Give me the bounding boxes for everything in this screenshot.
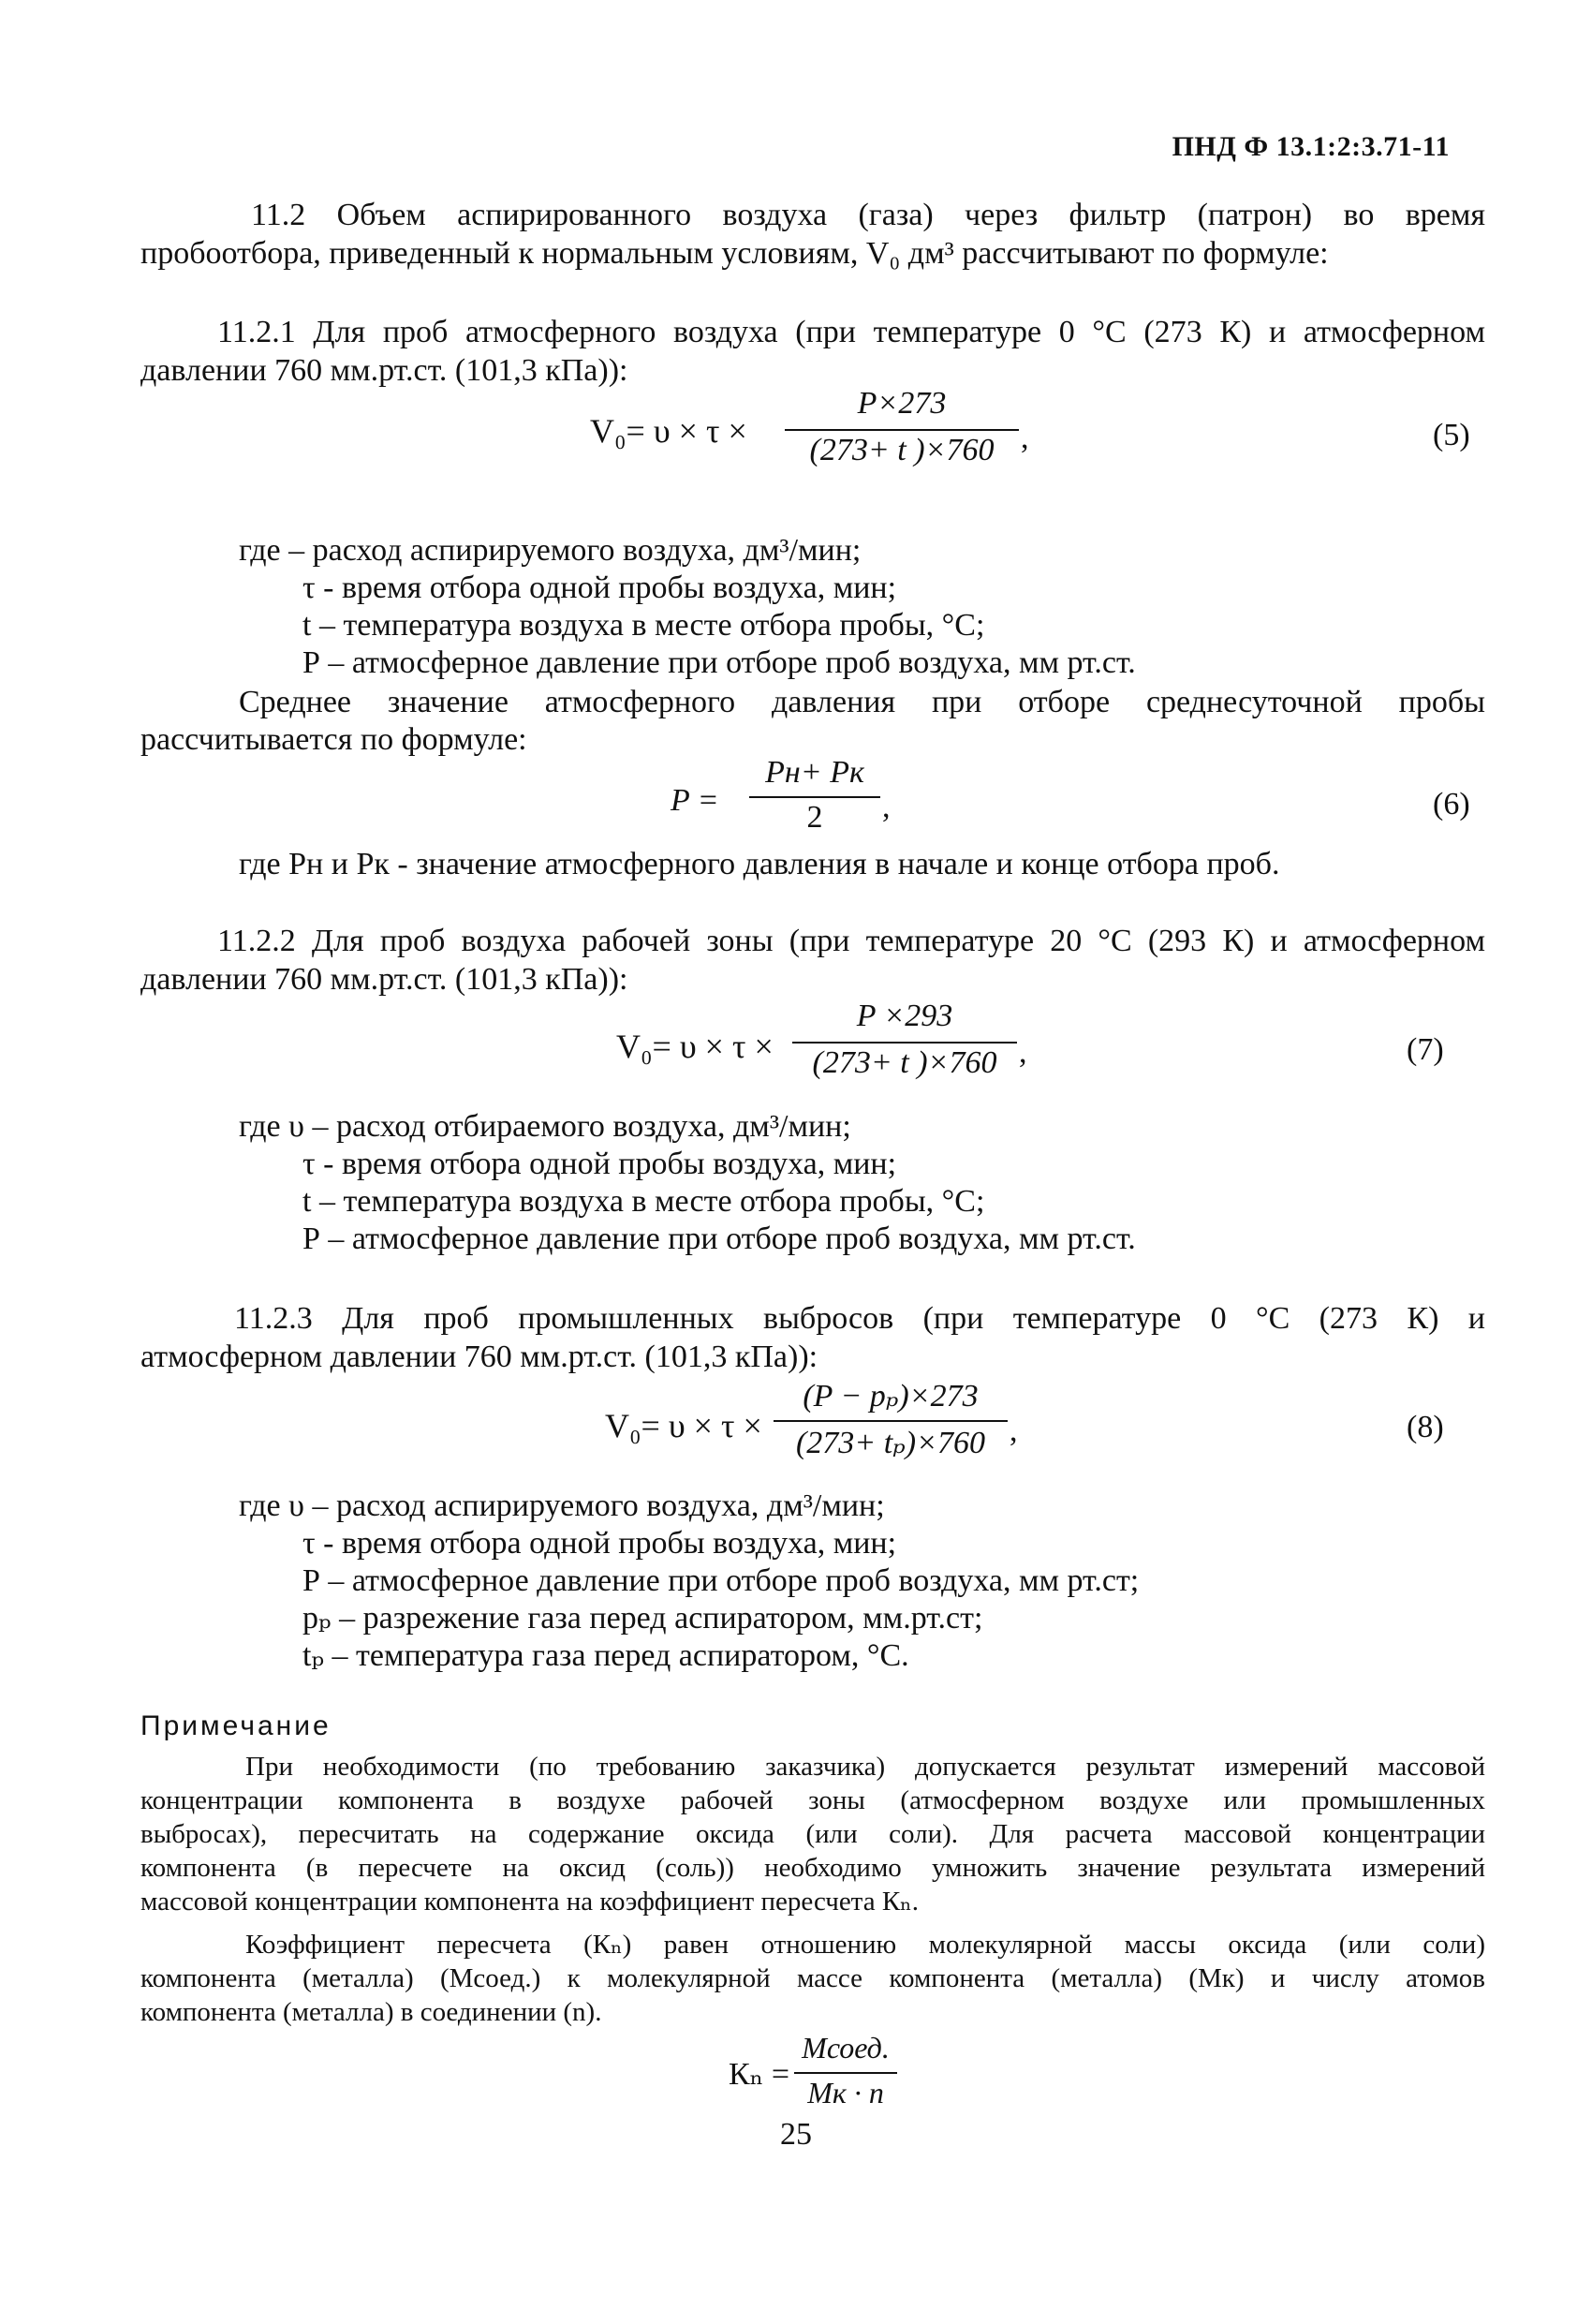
formula-kn-fraction [794, 2031, 897, 2121]
formula-8-denominator: (273+ tₚ)×760 [795, 1426, 986, 1460]
section-11-2-line2: пробоотбора, приведенный к нормальным условиям, V₀ дм³ рассчитывают по формуле: [140, 236, 1329, 271]
formula-6-fraction [749, 755, 880, 845]
formula-7-fraction [792, 999, 1017, 1092]
where-8-line3: Р – атмосферное давление при отборе проб воздуха, мм рт.ст; [302, 1563, 1140, 1598]
note-paragraph2-line2: компонента (металла) (Мсоед.) к молекулярной массе компонента (металла) (Мк) и числу атомов [140, 1963, 1485, 1993]
formula-7-lhs: V₀= υ × τ × [616, 1028, 774, 1065]
note-heading: Примечание [140, 1710, 332, 1741]
section-11-2-1-line1: 11.2.1 Для проб атмосферного воздуха (при температуре 0 °С (273 К) и атмосферном [217, 315, 1485, 349]
where-8-line2: τ - время отбора одной пробы воздуха, мин; [302, 1526, 897, 1561]
formula-5-lhs: V₀= υ × τ × [590, 412, 747, 450]
note-paragraph1-line1: При необходимости (по требованию заказчика) допускается результат измерений массовой [245, 1752, 1485, 1782]
where-6: где Рн и Рк - значение атмосферного давления в начале и конце отбора проб. [239, 847, 1280, 881]
section-11-2-2-line1: 11.2.2 Для проб воздуха рабочей зоны (при температуре 20 °С (293 К) и атмосферном [217, 924, 1485, 958]
equation-number-5: (5) [1433, 418, 1470, 452]
equation-number-8: (8) [1407, 1410, 1444, 1444]
where-8-line5: tₚ – температура газа перед аспиратором, °С. [302, 1638, 909, 1673]
where-8-line4: pₚ – разрежение газа перед аспиратором, мм.рт.ст; [302, 1601, 983, 1636]
formula-8-fraction [774, 1377, 1008, 1471]
note-paragraph2-line1: Коэффициент пересчета (Кₙ) равен отношению молекулярной массы оксида (или соли) [245, 1930, 1485, 1960]
formula-8-comma: , [1010, 1414, 1018, 1448]
formula-kn-lhs: Кₙ = [729, 2057, 790, 2092]
formula-7-numerator: P ×293 [856, 999, 953, 1033]
fraction-bar [794, 2072, 897, 2074]
fraction-bar [749, 796, 880, 798]
formula-6-denominator: 2 [806, 800, 823, 835]
formula-kn-numerator: Mсоед. [802, 2031, 890, 2065]
formula-5-numerator: P×273 [857, 386, 947, 421]
formula-5-comma: , [1021, 421, 1029, 455]
fraction-bar [792, 1042, 1017, 1044]
note-paragraph1-line2: концентрации компонента в воздухе рабочей зоны (атмосферном воздухе или промышленных [140, 1785, 1485, 1815]
formula-5-denominator: (273+ t )×760 [809, 433, 995, 467]
where-7-line3: t – температура воздуха в месте отбора пробы, °С; [302, 1184, 985, 1219]
formula-7-comma: , [1019, 1035, 1027, 1070]
formula-kn-denominator: Mк · n [807, 2076, 884, 2109]
section-11-2-3-line1: 11.2.3 Для проб промышленных выбросов (при температуре 0 °С (273 К) и [234, 1301, 1485, 1336]
note-paragraph2-line3: компонента (металла) в соединении (n). [140, 1997, 602, 2027]
fraction-bar [785, 429, 1019, 431]
formula-8-lhs: V₀= υ × τ × [605, 1407, 762, 1444]
equation-number-7: (7) [1407, 1032, 1444, 1067]
where-5-line2: τ - время отбора одной пробы воздуха, мин; [302, 570, 897, 605]
document-code: ПНД Ф 13.1:2:3.71-11 [1172, 131, 1450, 162]
section-11-2-2-line2: давлении 760 мм.рт.ст. (101,3 кПа)): [140, 962, 628, 997]
where-7-line1: где υ – расход отбираемого воздуха, дм³/мин; [239, 1109, 851, 1144]
formula-6-lhs: P = [671, 783, 719, 818]
formula-6-comma: , [882, 790, 891, 824]
section-11-2-line1: 11.2 Объем аспирированного воздуха (газа) через фильтр (патрон) во время [251, 198, 1485, 232]
where-5-line4: Р – атмосферное давление при отборе проб воздуха, мм рт.ст. [302, 645, 1136, 680]
formula-7-denominator: (273+ t )×760 [812, 1045, 997, 1080]
note-paragraph1-line4: компонента (в пересчете на оксид (соль)) необходимо умножить значение результата измерений [140, 1853, 1485, 1883]
note-paragraph1-line3: выбросах), пересчитать на содержание оксида (или соли). Для расчета массовой концентрации [140, 1819, 1485, 1849]
section-11-2-3-line2: атмосферном давлении 760 мм.рт.ст. (101,3 кПа)): [140, 1340, 818, 1374]
equation-number-6: (6) [1433, 787, 1470, 822]
average-pressure-line2: рассчитывается по формуле: [140, 722, 527, 757]
average-pressure-line1: Среднее значение атмосферного давления при отборе среднесуточной пробы [239, 685, 1485, 719]
formula-8-numerator: (P − pₚ)×273 [803, 1379, 979, 1414]
section-11-2-1-line2: давлении 760 мм.рт.ст. (101,3 кПа)): [140, 353, 628, 388]
formula-5-fraction [785, 386, 1019, 480]
where-5-line1: где – расход аспирируемого воздуха, дм³/мин; [239, 533, 862, 568]
page-number: 25 [780, 2117, 812, 2152]
where-5-line3: t – температура воздуха в месте отбора пробы, °С; [302, 608, 985, 643]
formula-6-numerator: Pн+ Pк [765, 755, 864, 790]
note-paragraph1-line5: массовой концентрации компонента на коэффициент пересчета Кₙ. [140, 1887, 919, 1917]
where-8-line1: где υ – расход аспирируемого воздуха, дм³/мин; [239, 1488, 885, 1523]
where-7-line4: Р – атмосферное давление при отборе проб воздуха, мм рт.ст. [302, 1221, 1136, 1256]
fraction-bar [774, 1420, 1008, 1422]
where-7-line2: τ - время отбора одной пробы воздуха, мин; [302, 1147, 897, 1181]
